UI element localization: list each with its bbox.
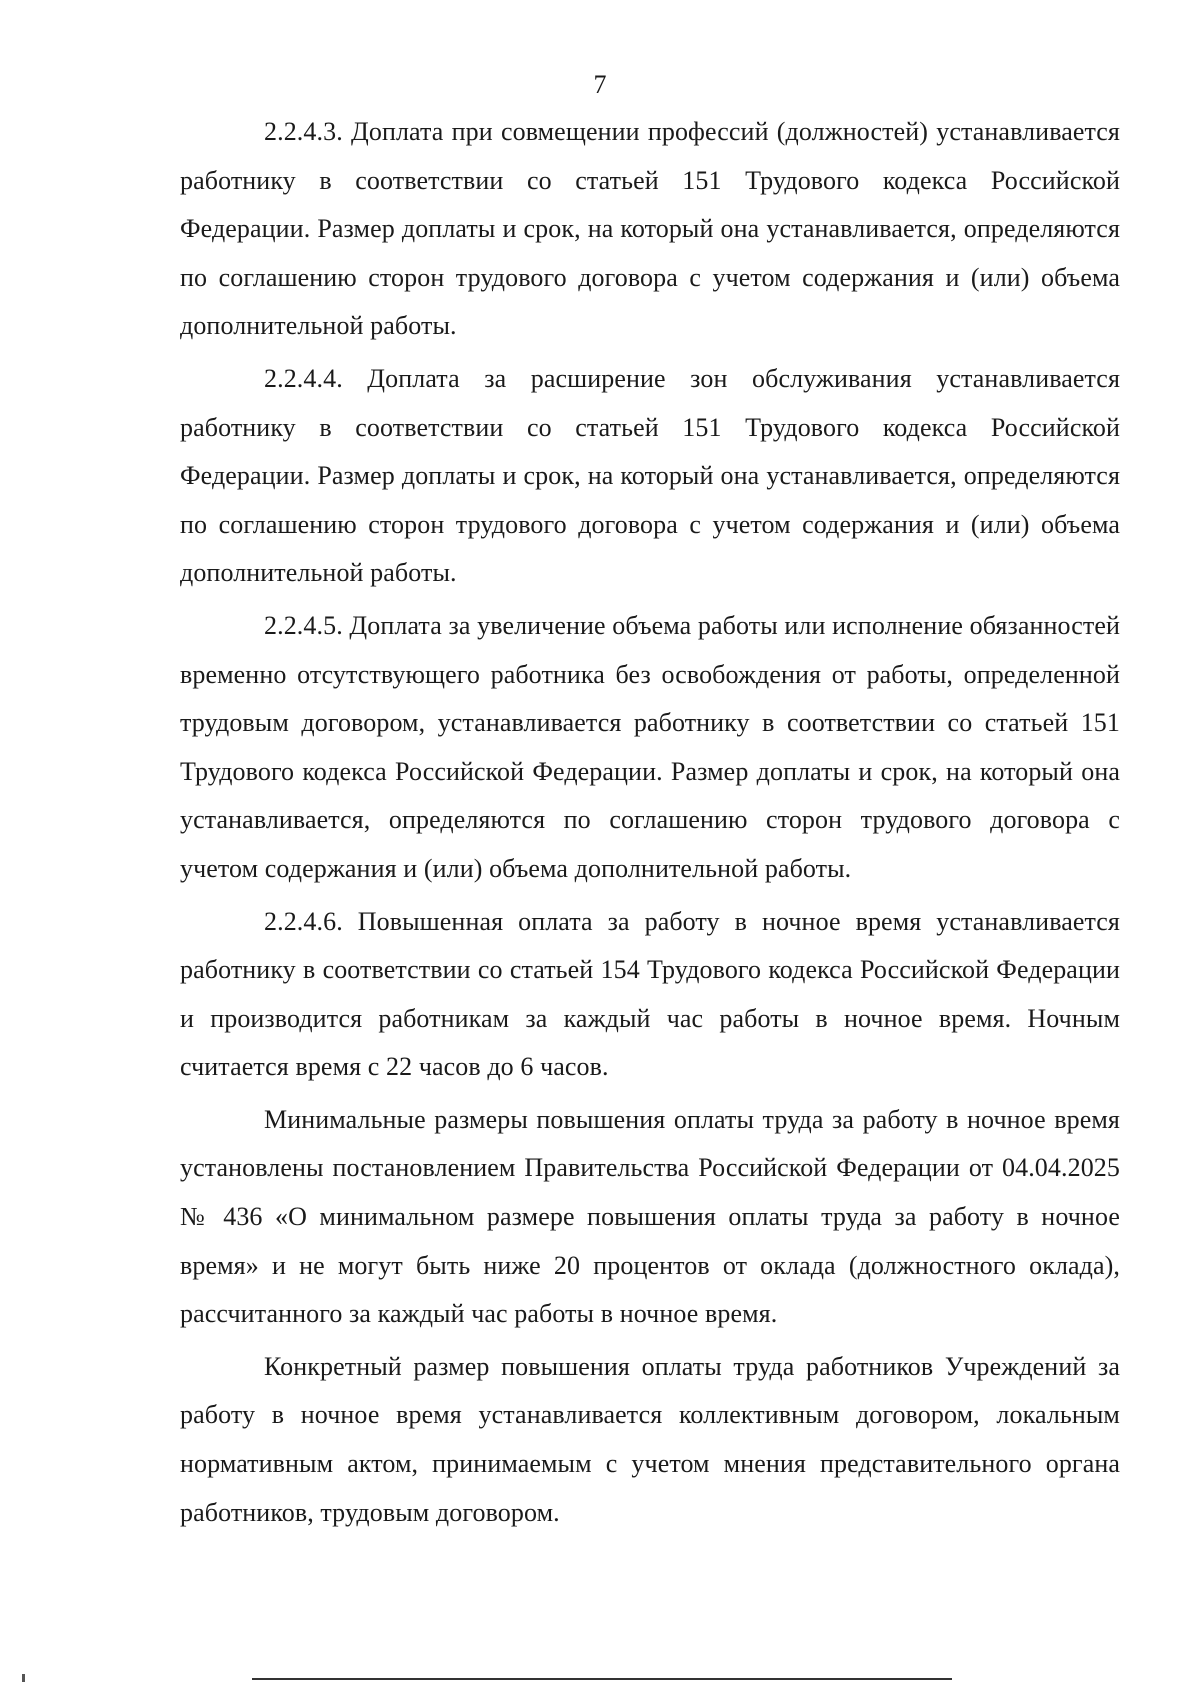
paragraph-2-2-4-3: 2.2.4.3. Доплата при совмещении профессий (должностей) устанавливается работнику в соответствии со статьей 151 Трудового кодекса Российской Федерации. Размер доплаты и срок, на который она устанавливается, определяются по соглашению сторон трудового договора с учетом содержания и (или) объема дополнительной работы. (180, 117, 1120, 341)
paragraph-2-2-4-4: 2.2.4.4. Доплата за расширение зон обслуживания устанавливается работнику в соответствии со статьей 151 Трудового кодекса Российской Федерации. Размер доплаты и срок, на который она устанавливается, определяются по соглашению сторон трудового договора с учетом содержания и (или) объема дополнительной работы. (180, 363, 1120, 588)
paragraph-2-2-4-5: 2.2.4.5. Доплата за увеличение объема работы или исполнение обязанностей временно отсутствующего работника без освобождения от работы, определенной трудовым договором, устанавливается работнику в соответствии со статьей 151 Трудового кодекса Российской Федерации. Размер доплаты и срок, на который она устанавливается, определяются по соглашению сторон трудового договора с учетом содержания и (или) объема дополнительной работы. (180, 610, 1120, 883)
footer-rule (252, 1678, 952, 1680)
page-number: 7 (593, 70, 607, 99)
paragraph-night-pay-specific: Конкретный размер повышения оплаты труда работников Учреждений за работу в ночное время устанавливается коллективным договором, локальным нормативным актом, принимаемым с учетом мнения представительного органа работников, трудовым договором. (180, 1351, 1120, 1527)
scan-mark (22, 1674, 25, 1682)
paragraph-2-2-4-6: 2.2.4.6. Повышенная оплата за работу в ночное время устанавливается работнику в соответствии со статьей 154 Трудового кодекса Российской Федерации и производится работникам за каждый час работы в ночное время. Ночным считается время с 22 часов до 6 часов. (180, 906, 1120, 1082)
paragraph-night-pay-minimum: Минимальные размеры повышения оплаты труда за работу в ночное время установлены постановлением Правительства Российской Федерации от 04.04.2025 № 436 «О минимальном размере повышения оплаты труда за работу в ночное время» и не могут быть ниже 20 процентов от оклада (должностного оклада), рассчитанного за каждый час работы в ночное время. (180, 1104, 1120, 1329)
document-body (180, 108, 1120, 1541)
